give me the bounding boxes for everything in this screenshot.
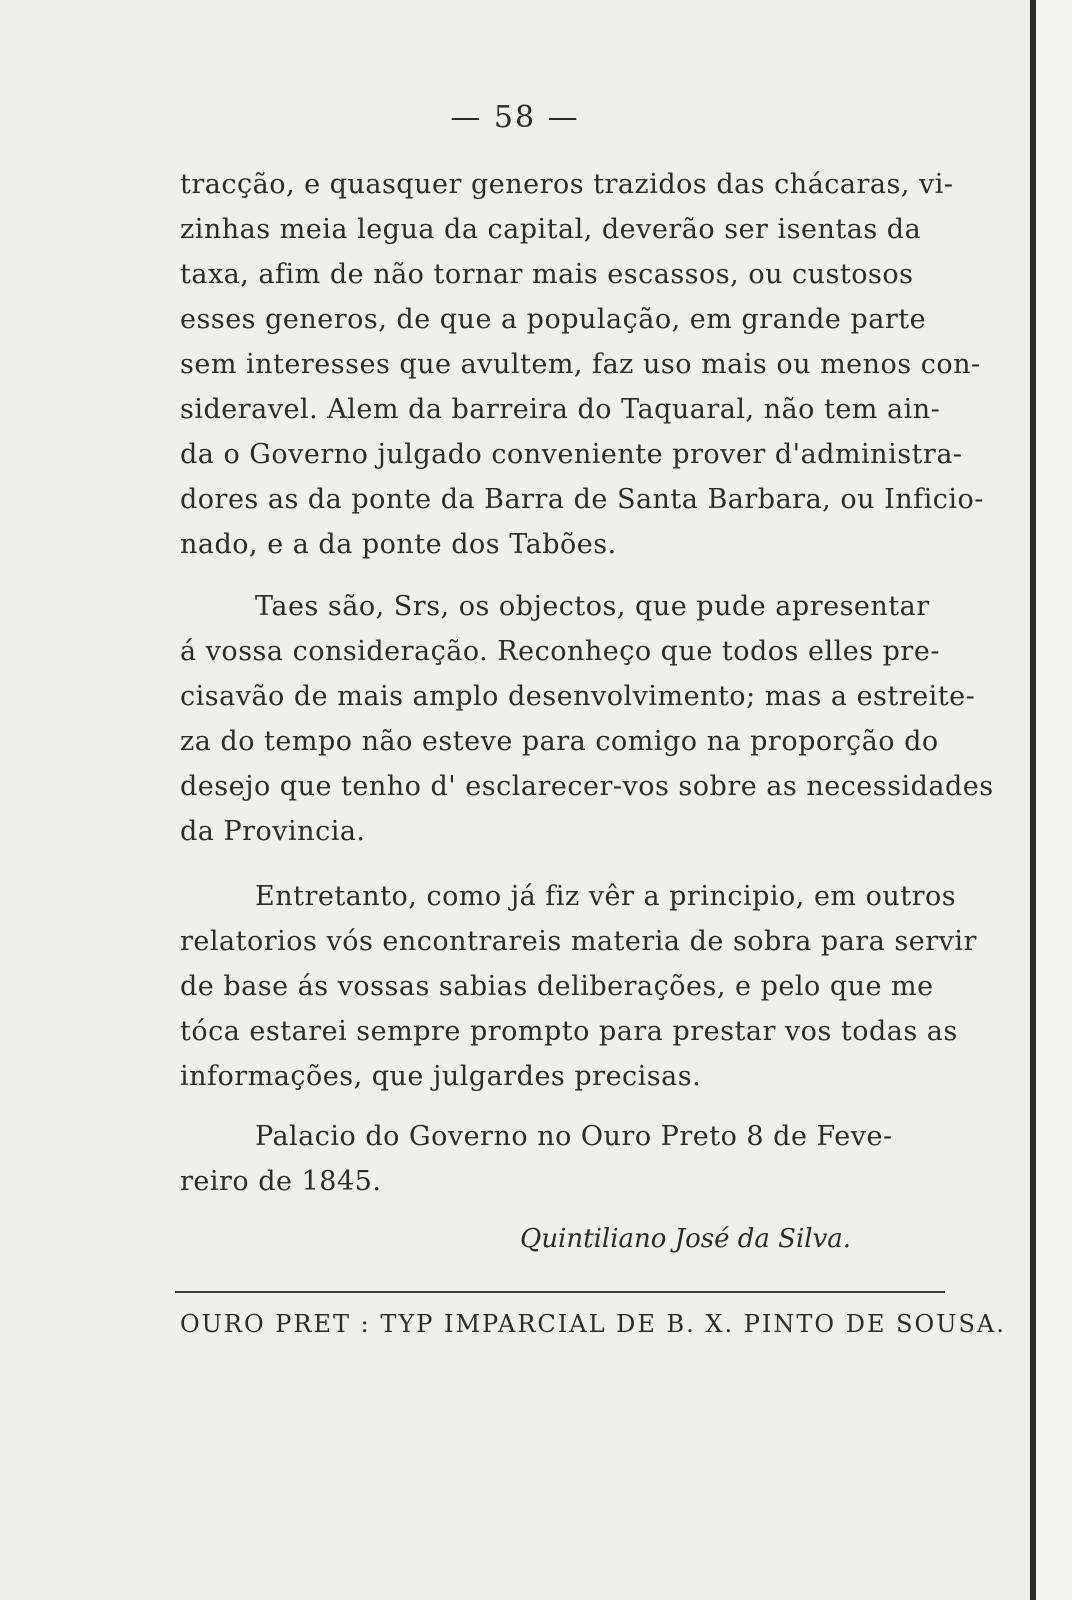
page-edge xyxy=(1030,0,1072,1600)
printer-imprint: OURO PRET : TYP IMPARCIAL DE B. X. PINTO DE SOUSA. xyxy=(180,1310,1006,1338)
body-line: cisavão de mais amplo desenvolvimento; mas a estreite- xyxy=(180,681,976,712)
body-line: da Provincia. xyxy=(180,816,366,847)
body-line: Palacio do Governo no Ouro Preto 8 de Feve- xyxy=(255,1121,893,1152)
body-line: dores as da ponte da Barra de Santa Barbara, ou Inficio- xyxy=(180,484,984,515)
body-line: da o Governo julgado conveniente prover d'administra- xyxy=(180,439,963,470)
body-line: nado, e a da ponte dos Tabões. xyxy=(180,529,617,560)
body-line: Taes são, Srs, os objectos, que pude apresentar xyxy=(255,591,930,622)
page-number: — 58 — xyxy=(450,100,580,135)
body-line: taxa, afim de não tornar mais escassos, ou custosos xyxy=(180,259,914,290)
body-line: relatorios vós encontrareis materia de sobra para servir xyxy=(180,926,977,957)
body-line: za do tempo não esteve para comigo na proporção do xyxy=(180,726,939,757)
body-line: de base ás vossas sabias deliberações, e pelo que me xyxy=(180,971,934,1002)
body-line: desejo que tenho d' esclarecer-vos sobre as necessidades xyxy=(180,771,994,802)
body-line: tóca estarei sempre prompto para prestar vos todas as xyxy=(180,1016,958,1047)
body-line: sideravel. Alem da barreira do Taquaral, não tem ain- xyxy=(180,394,941,425)
divider-line xyxy=(175,1291,945,1293)
body-line: á vossa consideração. Reconheço que todos elles pre- xyxy=(180,636,940,667)
body-line: informações, que julgardes precisas. xyxy=(180,1061,702,1092)
body-line: sem interesses que avultem, faz uso mais ou menos con- xyxy=(180,349,981,380)
body-line: zinhas meia legua da capital, deverão ser isentas da xyxy=(180,214,922,245)
body-line: Entretanto, como já fiz vêr a principio, em outros xyxy=(255,881,957,912)
body-line: tracção, e quasquer generos trazidos das chácaras, vi- xyxy=(180,169,954,200)
body-line: reiro de 1845. xyxy=(180,1166,382,1197)
signature: Quintiliano José da Silva. xyxy=(520,1224,852,1254)
body-line: esses generos, de que a população, em grande parte xyxy=(180,304,927,335)
